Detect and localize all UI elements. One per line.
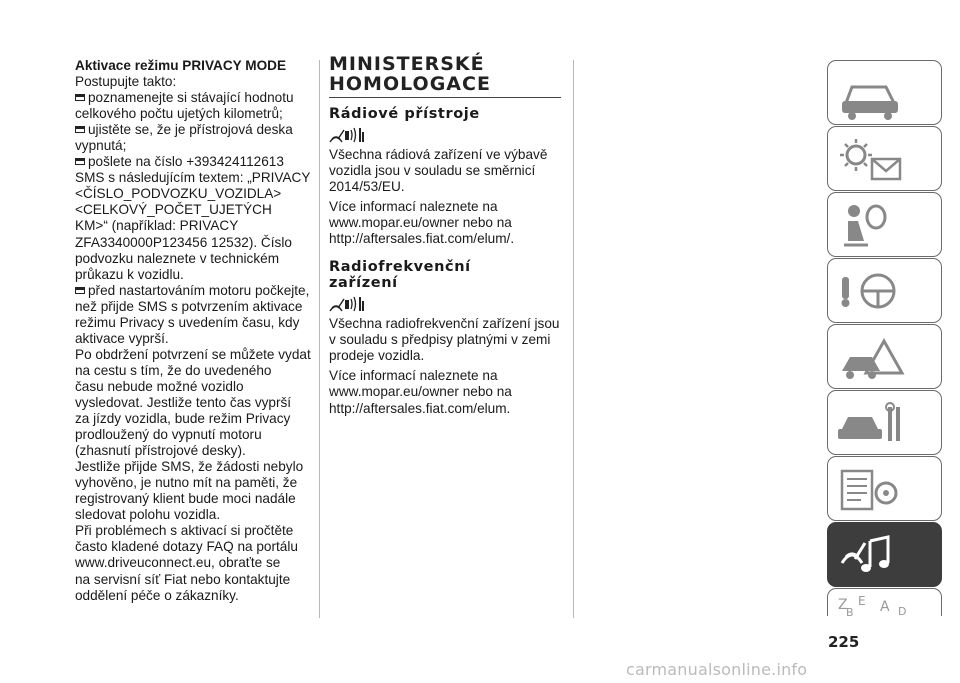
- tab-multimedia[interactable]: [827, 522, 942, 587]
- svg-text:B: B: [846, 606, 854, 617]
- radio-equipment-icon: [329, 295, 365, 313]
- car-maintenance-tools-icon: [828, 391, 943, 456]
- bullet-icon: [75, 158, 85, 165]
- section-heading-privacy: Aktivace režimu PRIVACY MODE: [75, 58, 287, 73]
- left-column: [75, 58, 315, 604]
- lights-warning-icon: [828, 127, 943, 192]
- section-heading-rf: Radiofrekvenční zařízení: [329, 259, 471, 292]
- section-heading-radio: Rádiové přístroje: [329, 106, 480, 122]
- intro-text: Postupujte takto:: [75, 74, 177, 90]
- step-3: pošlete na číslo +393424112613 SMS s následujícím textem: „PRIVACY <ČÍSLO_PODVOZKU_VOZIDLA> <CELKOVÝ_POČET_UJETÝCH KM>“ (například: PRIVACY ZFA3340000P123456 12532). Číslo podvozku naleznete v technickém průkazu k vozidlu.: [75, 154, 311, 282]
- radio-text-compliance: Všechna rádiová zařízení ve výbavě vozidla jsou v souladu se směrnicí 2014/53/EU.: [329, 147, 548, 195]
- rf-text-compliance: Všechna radiofrekvenční zařízení jsou v souladu s předpisy platnými v zemi prodeje vozidla.: [329, 316, 560, 364]
- svg-text:Z: Z: [838, 597, 848, 613]
- airbag-seat-icon: [828, 193, 943, 258]
- car-icon: [828, 61, 943, 126]
- tab-safety[interactable]: [827, 192, 942, 257]
- radio-text-more-info: Více informací naleznete na www.mopar.eu/owner nebo na http://aftersales.fiat.com/elum/.: [329, 199, 515, 247]
- svg-text:E: E: [858, 594, 866, 608]
- chapter-title: MINISTERSKÉ HOMOLOGACE: [329, 54, 565, 98]
- multimedia-icon: [828, 523, 943, 588]
- step-4: před nastartováním motoru počkejte, než přijde SMS s potvrzením aktivace režimu Privacy s uvedením času, kdy aktivace vyprší.: [75, 282, 310, 346]
- page-number: 225: [828, 633, 860, 651]
- paragraph-confirmation: Po obdržení potvrzení se můžete vydat na cestu s tím, že do uvedeného času nebude možné vozidlo vysledovat. Jestliže tento čas vyprší za jízdy vozidla, bude režim Privacy prodloužený do vypnutí motoru (zhasnutí přístrojové desky).: [75, 346, 311, 459]
- radio-equipment-icon: [329, 126, 365, 144]
- step-2: ujistěte se, že je přístrojová deska vypnutá;: [75, 122, 293, 154]
- svg-text:A: A: [880, 599, 890, 615]
- bullet-icon: [75, 287, 85, 294]
- tab-starting-driving[interactable]: [827, 258, 942, 323]
- accident-warning-triangle-icon: [828, 325, 943, 390]
- tab-vehicle[interactable]: [827, 60, 942, 125]
- bullet-icon: [75, 126, 85, 133]
- index-letters-icon: [828, 589, 943, 617]
- steering-key-icon: [828, 259, 943, 324]
- tab-technical-data[interactable]: [827, 456, 942, 521]
- watermark: carmanualsonline.info: [626, 660, 808, 679]
- paragraph-problems: Při problémech s aktivací si pročtěte často kladené dotazy FAQ na portálu www.driveuconnect.eu, obraťte se na servisní síť Fiat nebo kontaktujte oddělení péče o zákazníky.: [75, 523, 298, 603]
- bullet-icon: [75, 94, 85, 101]
- technical-data-icon: [828, 457, 943, 522]
- step-1: poznamenejte si stávající hodnotu celkového počtu ujetých kilometrů;: [75, 90, 294, 122]
- paragraph-rejection: Jestliže přijde SMS, že žádosti nebylo vyhověno, je nutno mít na paměti, že registrovaný klient bude moci nadále sledovat polohu vozidla.: [75, 459, 304, 523]
- svg-text:D: D: [898, 605, 907, 617]
- column-divider: [573, 60, 574, 618]
- rf-text-more-info: Více informací naleznete na www.mopar.eu/owner nebo na http://aftersales.fiat.com/elum.: [329, 368, 512, 416]
- tab-emergency[interactable]: [827, 324, 942, 389]
- tab-maintenance[interactable]: [827, 390, 942, 455]
- right-column: [329, 53, 565, 417]
- tab-index[interactable]: [827, 588, 942, 616]
- column-divider: [319, 60, 320, 618]
- tab-dashboard[interactable]: [827, 126, 942, 191]
